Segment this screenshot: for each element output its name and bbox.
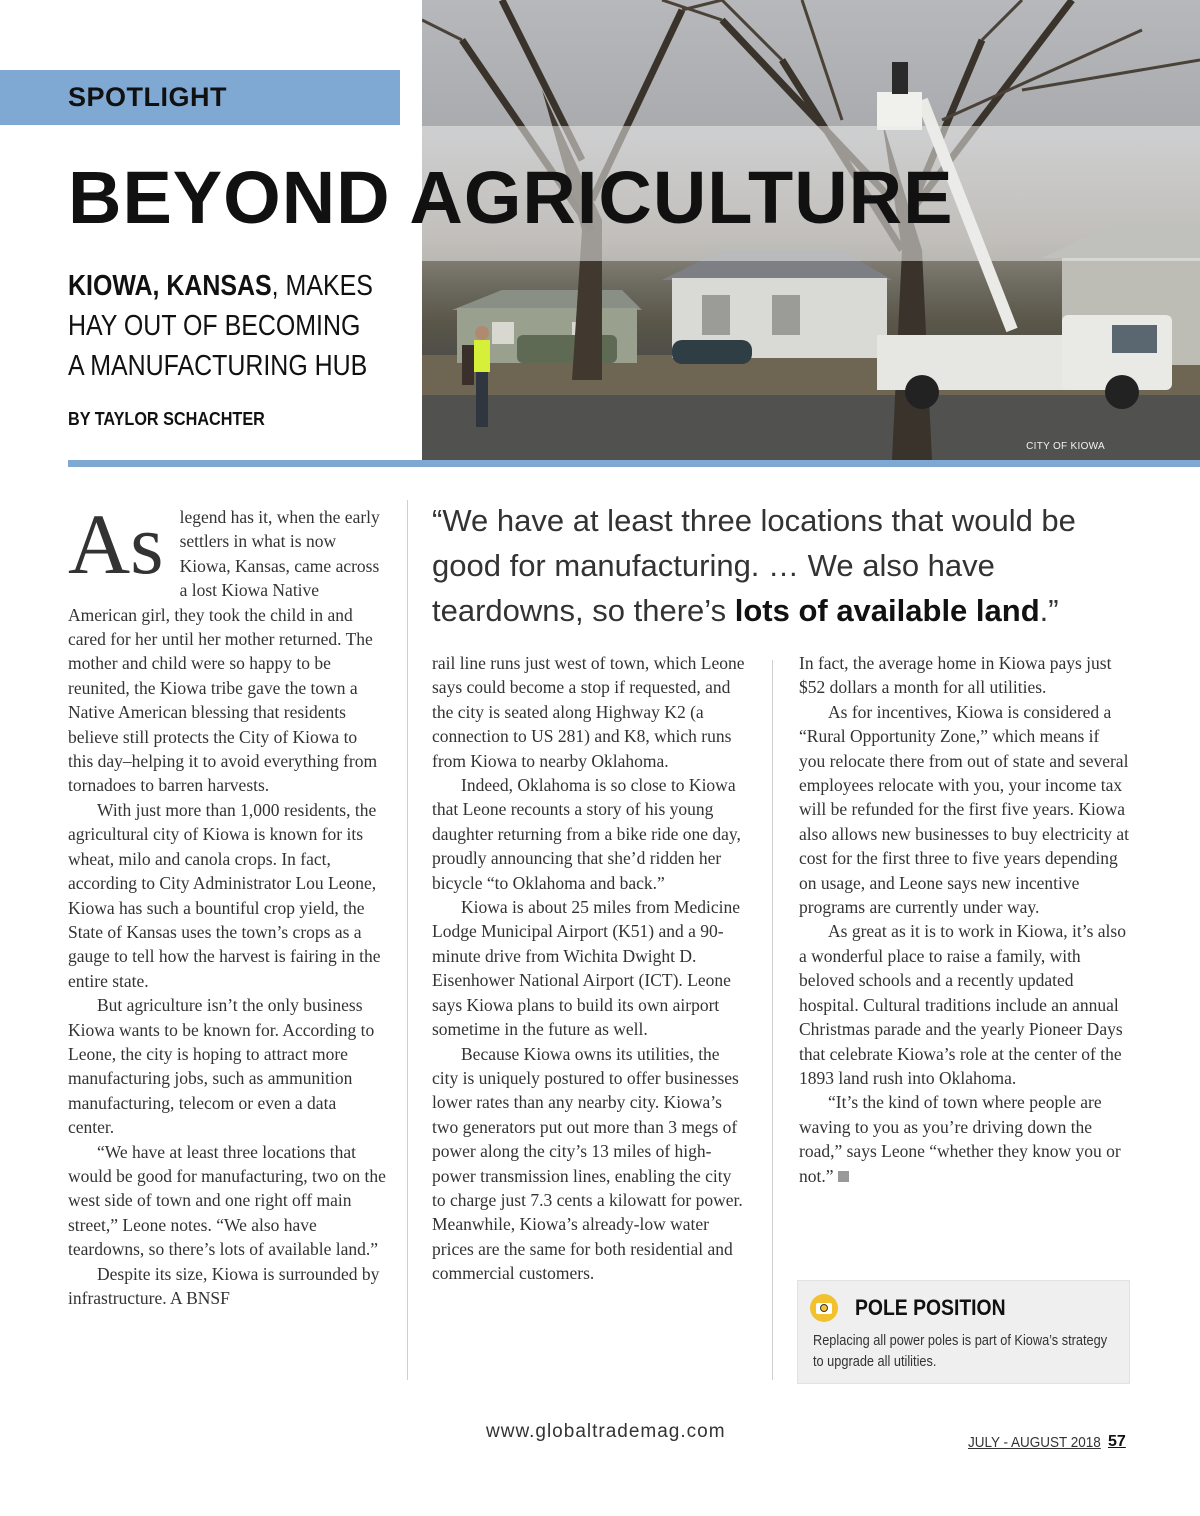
drop-cap: As	[68, 496, 164, 592]
footer-issue-date: JULY - AUGUST 2018	[968, 1434, 1101, 1451]
header-divider	[68, 460, 1200, 467]
article-column-1	[68, 496, 386, 1310]
article-paragraph: Despite its size, Kiowa is surrounded by infrastructure. A BNSF	[68, 1263, 380, 1308]
photo-credit: CITY OF KIOWA	[1026, 441, 1105, 452]
page-number: 57	[1108, 1433, 1126, 1450]
article-column-3	[799, 651, 1129, 1188]
article-deck	[68, 266, 412, 386]
article-paragraph: Indeed, Oklahoma is so close to Kiowa that Leone recounts a story of his young daughter returning from a bike ride one day, proudly announcing that she’d ridden her bicycle “to Oklahoma and back.”	[432, 775, 741, 893]
article-paragraph: But agriculture isn’t the only business Kiowa wants to be known for. According to Leone, the city is hoping to attract more manufacturing jobs, such as ammunition manufacturing, telecom or even a data center.	[68, 995, 375, 1138]
article-paragraph: As great as it is to work in Kiowa, it’s also a wonderful place to raise a family, with beloved schools and a recently updated hospital. Cultural traditions include an annual Christmas parade and the yearly Pioneer Days that celebrate Kiowa’s role at the center of the 1893 land rush into Oklahoma.	[799, 921, 1126, 1088]
paragraph-text: “It’s the kind of town where people are waving to you as you’re driving down the road,” says Leone “whether they know you or not.”	[799, 1092, 1121, 1186]
column-divider-1	[407, 500, 408, 1380]
footer-website: www.globaltrademag.com	[486, 1421, 726, 1442]
photo-caption-box	[798, 1281, 1129, 1383]
deck-line-3: A MANUFACTURING HUB	[68, 350, 368, 382]
paragraph-text: legend has it, when the early settlers in what is now Kiowa, Kansas, came across a lost Kiowa Native American girl, they took the child in and cared for her until her mother returned. The mother and child were so happy to be reunited, the Kiowa tribe gave the town a Native American blessing that residents believe still protects the City of Kiowa to this day–helping it to avoid everything from tornadoes to barren harvests.	[68, 507, 380, 796]
article-paragraph: Because Kiowa owns its utilities, the city is uniquely postured to offer businesses lower rates than any nearby city. Kiowa’s two generators put out more than 3 megs of power along the city’s 13 miles of high-power transmission lines, enabling the city to charge just 7.3 cents a kilowatt for power. Meanwhile, Kiowa’s already-low water prices are the same for both residential and commercial customers.	[432, 1043, 743, 1284]
pull-quote	[432, 498, 1132, 633]
deck-line-1: , MAKES	[271, 270, 373, 302]
article-paragraph: “We have at least three locations that would be good for manufacturing, two on the west side of town and one right off main street,” Leone notes. “We also have teardowns, so there’s lots of available land.”	[68, 1141, 386, 1260]
pull-quote-emphasis: lots of available land	[734, 593, 1040, 628]
article-paragraph	[799, 1090, 1129, 1188]
article-paragraph: rail line runs just west of town, which Leone says could become a stop if requested, and the city is seated along Highway K2 (a connection to US 281) and K8, which runs from Kiowa to nearby Oklahoma.	[432, 653, 745, 771]
byline: BY TAYLOR SCHACHTER	[68, 409, 265, 429]
end-mark-icon	[838, 1171, 849, 1182]
pull-quote-text: “We have at least three locations that would be good for manufacturing. … We also have teardowns, so there’s	[432, 503, 1076, 628]
deck-location: KIOWA, KANSAS	[68, 270, 272, 302]
article-paragraph: With just more than 1,000 residents, the agricultural city of Kiowa is known for its wheat, milo and canola crops. In fact, according to City Administrator Lou Leone, Kiowa has such a bountiful crop yield, the State of Kansas uses the town’s crops as a gauge to tell how the harvest is fairing in the entire state.	[68, 799, 381, 991]
deck-line-2: HAY OUT OF BECOMING	[68, 310, 361, 342]
caption-title: POLE POSITION	[855, 1295, 1006, 1320]
camera-icon	[810, 1294, 838, 1322]
article-paragraph	[68, 496, 386, 798]
pull-quote-close: .”	[1039, 593, 1059, 628]
article-title: BEYOND AGRICULTURE	[68, 156, 954, 239]
article-paragraph: Kiowa is about 25 miles from Medicine Lodge Municipal Airport (K51) and a 90-minute drive from Wichita Dwight D. Eisenhower National Airport (ICT). Leone says Kiowa plans to build its own airport sometime in the future as well.	[432, 897, 740, 1040]
caption-text: Replacing all power poles is part of Kiowa’s strategy to upgrade all utilities.	[813, 1333, 1108, 1370]
article-paragraph: As for incentives, Kiowa is considered a “Rural Opportunity Zone,” which means if you relocate there from out of state and several employees relocate with you, your income tax will be refunded for the first five years. Kiowa also allows new businesses to buy electricity at cost for the first three to five years depending on usage, and Leone says new incentive programs are currently under way.	[799, 701, 1129, 918]
article-column-2	[432, 651, 748, 1286]
column-divider-2	[772, 660, 773, 1380]
section-label: SPOTLIGHT	[68, 82, 227, 112]
article-paragraph: In fact, the average home in Kiowa pays just $52 dollars a month for all utilities.	[799, 653, 1112, 698]
